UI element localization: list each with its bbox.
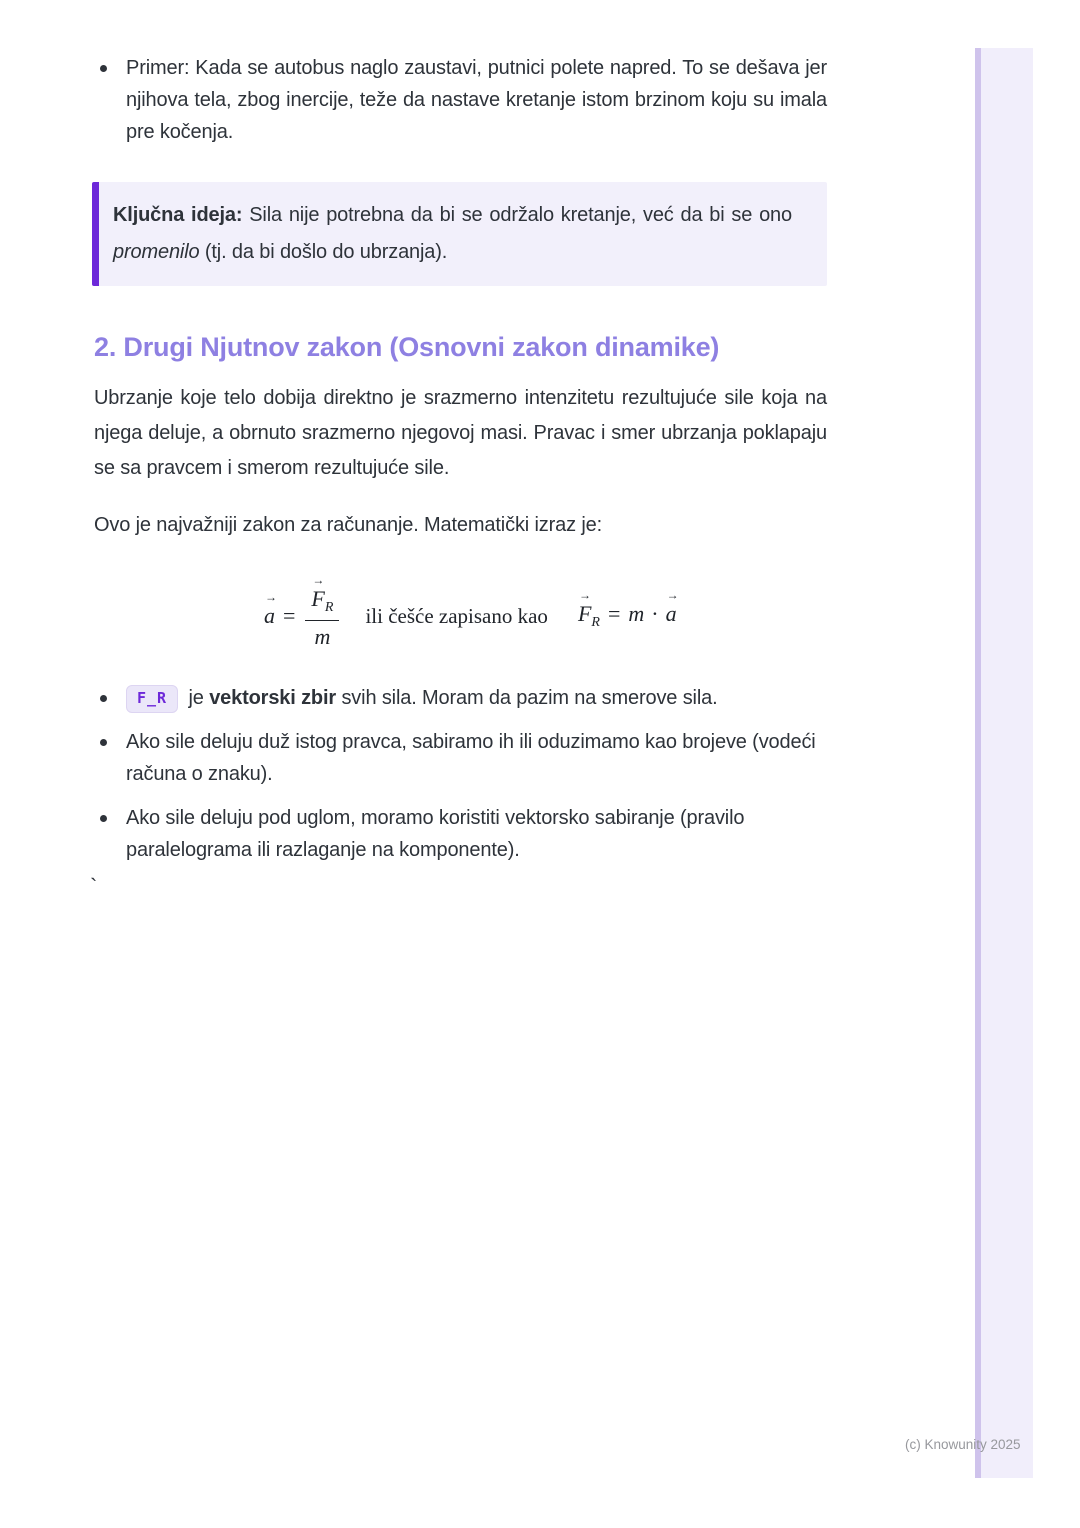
forces-bullet-list (94, 682, 827, 878)
fraction-denominator: m (314, 624, 331, 649)
stray-backtick-char: ` (90, 874, 98, 899)
list-item-vector-sum (94, 682, 827, 714)
subscript-R: R (591, 615, 600, 630)
formula-newton-second-law (264, 573, 679, 651)
list-item-same-direction (94, 726, 827, 790)
copyright-text: (c) Knowunity 2025 (905, 1437, 1021, 1452)
vector-arrow-icon: → (312, 573, 325, 587)
fraction-numerator (305, 573, 339, 621)
list-item-text (126, 682, 827, 714)
bullet-icon (100, 739, 107, 746)
next-page-edge-strip (975, 48, 1033, 1478)
multiplication-dot: · (651, 601, 659, 626)
subscript-R: R (324, 600, 334, 615)
key-idea-callout (92, 182, 827, 286)
list-item-text: Primer: Kada se autobus naglo zaustavi, putnici polete napred. To se dešava jer njihova tela, zbog inercije, teže da nastave kretanje istom brzinom koju su imala pre kočenja. (126, 57, 827, 143)
vector-arrow-icon: → (578, 588, 591, 602)
callout-text-part: Sila nije potrebna da bi se održalo kretanje, već da bi se ono (242, 204, 792, 226)
callout-italic-word: promenilo (113, 241, 200, 263)
section-heading: 2. Drugi Njutnov zakon (Osnovni zakon dinamike) (94, 332, 720, 362)
formula-rhs (577, 588, 679, 631)
bullet-icon (100, 695, 107, 702)
vector-F: → F (577, 588, 592, 626)
list-item-text: Ako sile deluju pod uglom, moramo koristiti vektorsko sabiranje (pravilo paralelograma ili razlaganje na komponente). (126, 807, 745, 861)
vector-a: → a (665, 588, 679, 626)
vector-a: → a (264, 590, 277, 628)
callout-label: Ključna ideja: (113, 204, 243, 226)
list-item-inertia-example (94, 52, 827, 148)
mass-symbol: m (628, 601, 645, 626)
callout-text-part: (tj. da bi došlo do ubrzanja). (199, 241, 448, 263)
vector-F: → F (311, 573, 325, 611)
list-item-angled-forces (94, 802, 827, 866)
bullet-icon (100, 815, 107, 822)
list-item-text-part: je (183, 687, 210, 709)
fraction (305, 573, 339, 650)
vector-arrow-icon: → (265, 590, 277, 604)
bullet-icon (100, 65, 107, 72)
paragraph-formula-intro: Ovo je najvažniji zakon za računanje. Matematički izraz je: (94, 514, 603, 536)
callout-text (113, 197, 792, 271)
bold-vector-sum: vektorski zbir (209, 687, 337, 709)
list-item-text: Ako sile deluju duž istog pravca, sabiramo ih ili oduzimamo kao brojeve (vodeći računa o znaku). (126, 731, 816, 785)
equals-sign: = (283, 603, 296, 628)
vector-arrow-icon: → (666, 588, 679, 602)
document-content (90, 0, 827, 1528)
list-item-text-part: svih sila. Moram da pazim na smerove sila. (336, 687, 718, 709)
formula-middle-text: ili češće zapisano kao (365, 603, 548, 628)
code-chip-FR: F_R (126, 685, 178, 713)
equals-sign: = (607, 601, 621, 626)
paragraph-law-statement: Ubrzanje koje telo dobija direktno je srazmerno intenzitetu rezultujuće sile koja na njega deluje, a obrnuto srazmerno njegovoj masi. Pravac i smer ubrzanja poklapaju se sa pravcem i smerom rezultujuće sile. (94, 387, 827, 479)
